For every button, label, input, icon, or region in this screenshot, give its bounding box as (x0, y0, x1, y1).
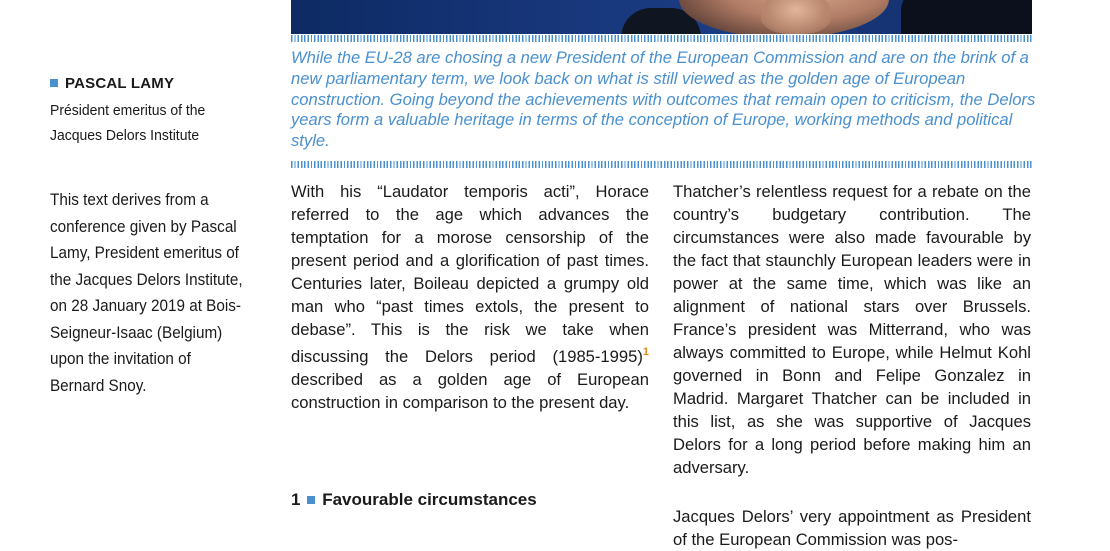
paragraph: Thatcher’s relentless request for a rebate on the country’s budgetary contribution. The circumstances were also made favourable by the fact that staunchly European leaders were in power at the same time, which was like an alignment of national stars over Brussels. France’s president was Mitterrand, who was always committed to Europe, while Helmut Kohl governed in Bonn and Felipe Gonzalez in Madrid. Margaret Thatcher can be included in this list, as she was supportive of Jacques Delors for a long period before making him an adversary. (673, 182, 1031, 477)
author-role: Président emeritus of the Jacques Delors Institute (50, 102, 206, 144)
section-heading (291, 490, 537, 510)
section-title: Favourable circumstances (322, 490, 537, 509)
body-column-left (291, 180, 649, 414)
paragraph-text-continued: described as a golden age of European construction in comparison to the present day. (291, 370, 649, 412)
author-name (50, 75, 174, 92)
source-note: This text derives from a conference given by Pascal Lamy, President emeritus of the Jacques Delors Institute, on 28 January 2019 at Bois-Seigneur-Isaac (Belgium) upon the invitation of Bernard Snoy. (50, 190, 243, 395)
footnote-marker[interactable]: 1 (642, 346, 649, 358)
body-column-right (673, 180, 1031, 551)
author-name-text: PASCAL LAMY (65, 75, 175, 92)
photo-suit (901, 0, 1032, 34)
paragraph (291, 180, 649, 414)
caption-top-rule (291, 35, 1032, 42)
photo-caption: While the EU-28 are chosing a new President of the European Commission and are on the brink of a new parliamentary term, we look back on what is still viewed as the golden age of European construction. Going beyond the achievements with outcomes that remain open to criticism, the Delors years form a valuable heritage in terms of the conception of Europe, working methods and political style. (291, 48, 1036, 151)
photo-hand (761, 0, 831, 34)
section-number: 1 (291, 490, 301, 509)
paragraph-text: With his “Laudator temporis acti”, Horace referred to the age which advances the temptation for a morose censorship of the present period and a glorification of past times. Centuries later, Boileau depicted a grumpy old man who “past times extols, the present to debase”. This is the risk we take when discussing the Delors period (1985-1995) (291, 182, 649, 366)
paragraph: Jacques Delors’ very appointment as President of the European Commission was pos- (673, 507, 1031, 549)
cover-photo (291, 0, 1032, 34)
bullet-square-icon (50, 79, 58, 87)
caption-bottom-rule (291, 161, 1032, 168)
bullet-square-icon (307, 496, 315, 504)
